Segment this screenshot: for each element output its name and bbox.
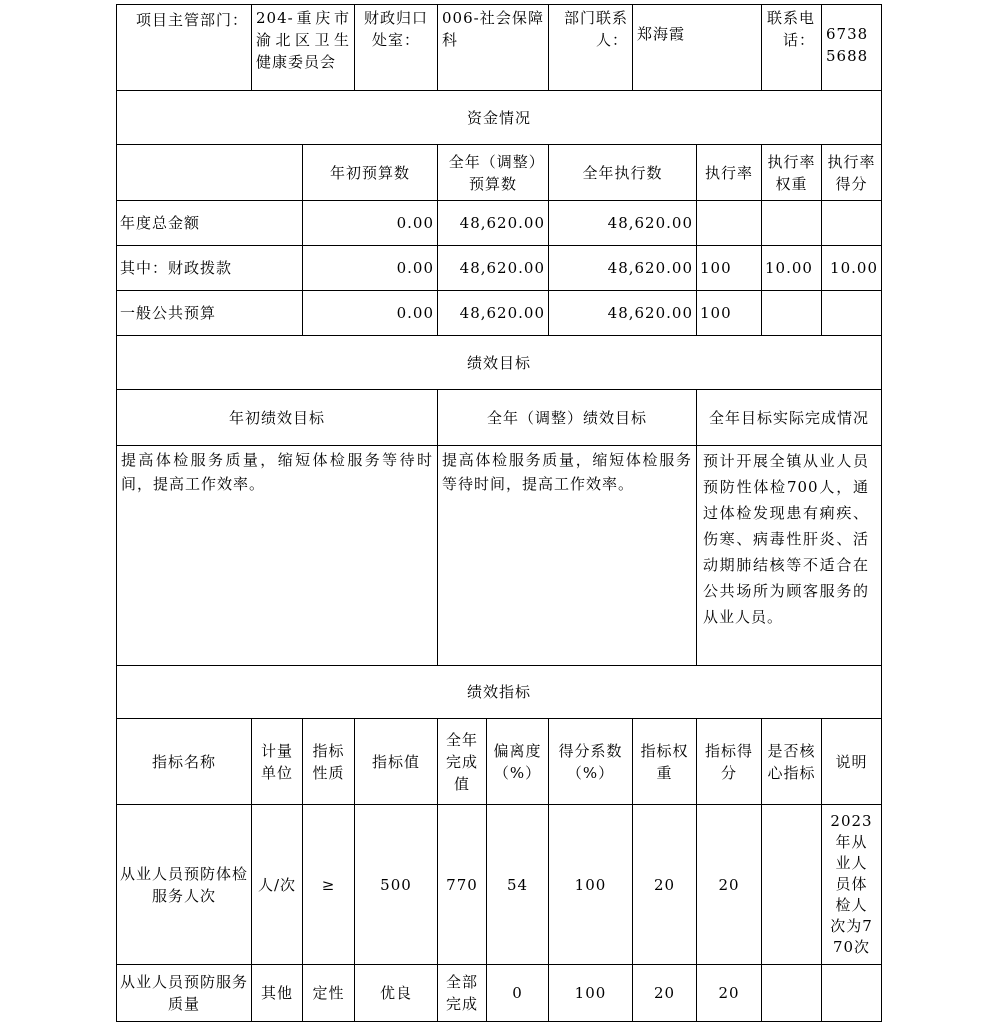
ind-header-note: 说明: [835, 752, 868, 771]
ind-header-weight: 指标权重: [640, 741, 689, 782]
ind-header-core: 是否核心指标: [767, 741, 816, 782]
ind-row-note: 2023年从业人员体检人次为770次: [830, 812, 873, 956]
contact-label: 部门联系人：: [563, 9, 628, 49]
ind-row-score: 20: [718, 984, 740, 1002]
funds-row-label: 年度总金额: [120, 214, 201, 232]
rule: [116, 1021, 882, 1022]
goals-col-initial: 年初绩效目标: [228, 408, 325, 427]
ind-row-core: [762, 965, 821, 1021]
ind-row-nature: ≥: [321, 875, 336, 894]
ind-header-deviation: 偏离度（%）: [493, 741, 542, 782]
funds-row-adjusted: 48,620.00: [459, 259, 545, 277]
ind-row-score: 20: [718, 875, 740, 894]
funds-row-adjusted: 48,620.00: [459, 304, 545, 322]
goals-adjusted-text: 提高体检服务质量，缩短体检服务等待时间，提高工作效率。: [442, 451, 692, 493]
dept-value: 204-重庆市渝北区卫生健康委员会: [256, 9, 350, 71]
funds-col-initial: 年初预算数: [329, 163, 410, 182]
dept-label: 项目主管部门：: [135, 11, 248, 29]
funds-row-label: 其中：财政拨款: [120, 259, 233, 277]
ind-row-coef: 100: [574, 984, 607, 1002]
funds-col-executed: 全年执行数: [582, 163, 663, 182]
ind-header-name: 指标名称: [151, 752, 216, 771]
ind-row-name: 从业人员预防体检服务人次: [120, 864, 249, 905]
finance-label: 财政归口处室：: [363, 9, 428, 49]
funds-row-executed: 48,620.00: [607, 259, 693, 277]
funds-section-title: 资金情况: [466, 108, 531, 127]
ind-row-name: 从业人员预防服务质量: [120, 973, 249, 1013]
indicators-section-title: 绩效指标: [466, 683, 531, 701]
goals-section-title: 绩效目标: [466, 353, 531, 372]
funds-row-rate: 100: [700, 304, 732, 322]
funds-row-rate: [697, 201, 761, 245]
goals-actual-text: 预计开展全镇从业人员预防性体检700人，通过体检发现患有痢疾、伤寒、病毒性肝炎、活动期肺结核等不适合在公共场所为顾客服务的从业人员。: [703, 452, 869, 626]
funds-col-score: 执行率得分: [827, 152, 876, 193]
ind-header-value: 指标值: [371, 752, 420, 771]
finance-value: 006-社会保障科: [442, 9, 544, 49]
contact-value: 郑海霞: [637, 25, 686, 43]
funds-row-weight: 10.00: [765, 259, 813, 277]
goals-col-actual: 全年目标实际完成情况: [708, 408, 869, 427]
ind-row-value: 优良: [379, 984, 412, 1002]
ind-row-nature: 定性: [312, 984, 345, 1002]
funds-row-initial: 0.00: [396, 304, 434, 322]
ind-row-weight: 20: [653, 984, 676, 1002]
funds-row-adjusted: 48,620.00: [459, 214, 545, 232]
funds-row-initial: 0.00: [396, 214, 434, 232]
funds-row-score: [822, 291, 881, 335]
ind-row-note: [822, 965, 881, 1021]
funds-row-executed: 48,620.00: [607, 304, 693, 322]
funds-col-rate: 执行率: [704, 163, 753, 182]
funds-row-weight: [762, 201, 821, 245]
ind-row-deviation: 54: [506, 875, 529, 894]
funds-row-label: 一般公共预算: [120, 304, 217, 322]
ind-row-completed: 全部完成: [445, 973, 478, 1013]
funds-row-executed: 48,620.00: [607, 214, 693, 232]
ind-header-unit: 计量单位: [260, 741, 293, 782]
funds-col-weight: 执行率权重: [767, 152, 816, 193]
goals-initial-text: 提高体检服务质量，缩短体检服务等待时间，提高工作效率。: [121, 451, 433, 493]
ind-header-completed: 全年完成值: [445, 730, 478, 793]
ind-header-coef: 得分系数（%）: [558, 741, 623, 782]
ind-row-weight: 20: [653, 875, 676, 894]
ind-header-nature: 指标性质: [312, 741, 345, 782]
ind-row-unit: 其他: [260, 984, 293, 1002]
funds-row-weight: [762, 291, 821, 335]
performance-table: [116, 4, 882, 1022]
ind-row-value: 500: [380, 875, 412, 894]
ind-row-core: [762, 805, 821, 964]
funds-row-initial: 0.00: [396, 259, 434, 277]
ind-row-deviation: 0: [512, 984, 523, 1002]
rule: [881, 4, 882, 1022]
goals-col-adjusted: 全年（调整）绩效目标: [486, 408, 647, 427]
funds-row-score: 10.00: [830, 259, 878, 277]
ind-row-unit: 人/次: [257, 875, 297, 894]
ind-row-completed: 770: [446, 875, 478, 894]
ind-header-score: 指标得分: [704, 741, 753, 782]
funds-col-adjusted: 全年（调整）预算数: [448, 152, 538, 193]
funds-row-rate: 100: [700, 259, 732, 277]
phone-label: 联系电话：: [766, 9, 815, 49]
funds-row-score: [822, 201, 881, 245]
phone-value: 67385688: [826, 25, 869, 65]
ind-row-coef: 100: [574, 875, 607, 894]
